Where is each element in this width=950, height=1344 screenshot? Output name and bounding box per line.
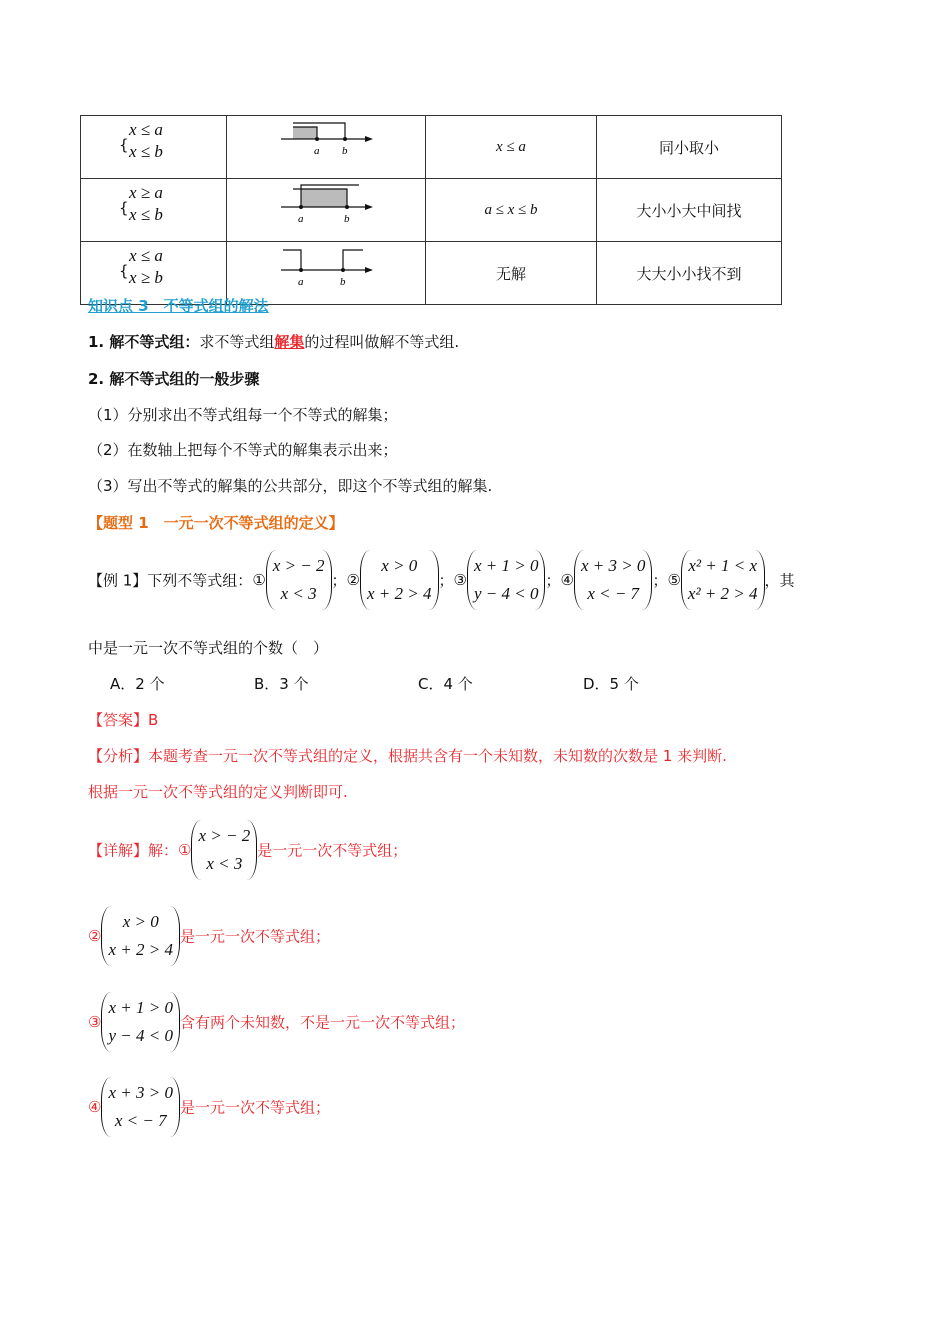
number-line-diagram-3: [227, 242, 425, 300]
svg-text:a: a: [298, 276, 304, 288]
analysis-line2: 根据一元一次不等式组的定义判断即可.: [88, 783, 348, 801]
rule-cell: 大大小小找不到: [597, 242, 782, 305]
rule-cell: 大小小大中间找: [597, 179, 782, 242]
detail-line: ② x > 0 x + 2 > 4 是一元一次不等式组；: [88, 906, 330, 966]
step-item: （3）写出不等式的解集的公共部分，即这个不等式组的解集.: [88, 477, 493, 495]
inequality-system: x > − 2 x < 3: [266, 550, 332, 610]
number-line-diagram-2: [227, 179, 425, 237]
svg-text:b: b: [344, 213, 350, 225]
option-d: D．5 个: [583, 675, 639, 693]
inequality-system: x > 0 x + 2 > 4: [360, 550, 439, 610]
brace-icon: {: [119, 262, 129, 280]
shaded-region: [301, 189, 347, 207]
ray-b: [343, 250, 363, 270]
option-a: A．2 个: [110, 675, 165, 693]
brace-icon: {: [119, 136, 129, 154]
detail-line: ④ x + 3 > 0 x < − 7 是一元一次不等式组；: [88, 1077, 330, 1137]
inequality-system: x² + 1 < x x² + 2 > 4: [681, 550, 765, 610]
step-item: （1）分别求出不等式组每一个不等式的解集；: [88, 406, 398, 424]
option-c: C．4 个: [418, 675, 473, 693]
table-row: [81, 179, 782, 242]
number-line-cell: [227, 116, 426, 179]
number-line-cell: [227, 179, 426, 242]
step-item: （2）在数轴上把每个不等式的解集表示出来；: [88, 441, 398, 459]
svg-text:b: b: [342, 145, 348, 157]
section-heading: 知识点 3 不等式组的解法: [88, 297, 269, 315]
svg-text:a: a: [298, 213, 304, 225]
inequality-system: x > − 2 x < 3: [191, 820, 257, 880]
analysis: 【分析】本题考查一元一次不等式组的定义，根据共含有一个未知数，未知数的次数是 1 来判断.: [88, 747, 727, 765]
number-line-diagram-1: [227, 116, 425, 174]
example-question: 【例 1】下列不等式组：① x > − 2 x < 3 ；② x > 0 x + 2 > 4 ；③ x + 1 > 0 y − 4 < 0 ；④ x + 3 > 0 x < − 7 ；⑤ x² + 1 < x x² + 2 > 4 ，其: [88, 550, 795, 610]
ray-a: [283, 250, 301, 270]
definition-line: 1. 解不等式组：求不等式组解集的过程叫做解不等式组.: [88, 333, 460, 351]
type-heading: 【题型 1 一元一次不等式组的定义】: [88, 514, 344, 532]
solution-table: [80, 115, 782, 305]
option-b: B．3 个: [254, 675, 309, 693]
svg-text:b: b: [340, 276, 346, 288]
shaded-region: [293, 127, 317, 139]
brace-icon: {: [119, 199, 129, 217]
system-cell: { x ≤ a x ≤ b: [81, 116, 227, 179]
system-cell: { x ≤ a x ≥ b: [81, 242, 227, 305]
steps-heading: 2. 解不等式组的一般步骤: [88, 370, 260, 388]
arrow-icon: [365, 136, 373, 142]
arrow-icon: [365, 204, 373, 210]
svg-text:a: a: [314, 145, 320, 157]
inequality-system: x + 1 > 0 y − 4 < 0: [467, 550, 546, 610]
answer: 【答案】B: [88, 711, 159, 729]
system-cell: { x ≥ a x ≤ b: [81, 179, 227, 242]
detail-line: 【详解】解：① x > − 2 x < 3 是一元一次不等式组；: [88, 820, 407, 880]
highlight-term: 解集: [274, 333, 305, 351]
result-cell: x ≤ a: [426, 116, 597, 179]
result-cell: 无解: [426, 242, 597, 305]
inequality-system: x + 1 > 0 y − 4 < 0: [101, 992, 180, 1052]
detail-line: ③ x + 1 > 0 y − 4 < 0 含有两个未知数，不是一元一次不等式组；: [88, 992, 465, 1052]
inequality-system: x + 3 > 0 x < − 7: [101, 1077, 180, 1137]
rule-cell: 同小取小: [597, 116, 782, 179]
inequality-system: x > 0 x + 2 > 4: [101, 906, 180, 966]
result-cell: a ≤ x ≤ b: [426, 179, 597, 242]
table-row: [81, 116, 782, 179]
inequality-system: x + 3 > 0 x < − 7: [574, 550, 653, 610]
arrow-icon: [365, 267, 373, 273]
question-line: 中是一元一次不等式组的个数（ ）: [88, 639, 329, 657]
